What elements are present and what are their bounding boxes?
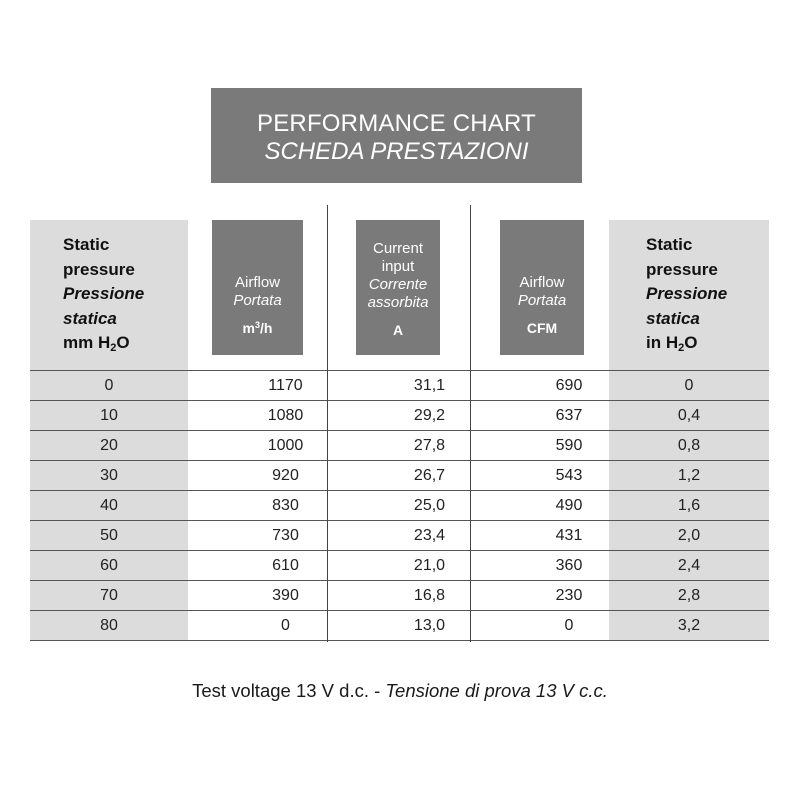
performance-table [30,370,769,641]
header-airflow-cfm [500,220,584,355]
cell-airflow-m3h: 1000 [267,436,304,454]
cell-static-in: 1,2 [609,461,769,490]
cell-airflow-m3h: 920 [272,466,299,484]
table-row [30,430,769,460]
header-label: Airflow [519,274,565,291]
header-label: pressure [646,259,718,279]
header-label: Static [63,235,110,254]
cell-static-in: 2,0 [609,521,769,550]
cell-airflow-m3h: 730 [272,526,299,544]
header-label-italian: statica [63,308,117,328]
header-static-pressure-in [609,220,769,370]
cell-airflow-cfm: 0 [564,616,574,634]
title-italian: SCHEDA PRESTAZIONI [264,138,529,165]
header-unit: mm $H_2O$ [63,333,130,354]
header-label: Static [646,235,693,254]
cell-airflow-cfm: 543 [555,466,583,484]
header-label-italian: Corrente [368,276,428,293]
footer-italian: Tensione di prova 13 V c.c. [385,680,608,701]
header-label: pressure [63,259,135,279]
column-divider [327,205,328,642]
cell-current: 13,0 [413,616,446,634]
cell-static-in: 0 [609,371,769,400]
table-row [30,460,769,490]
table-row [30,400,769,430]
table-row [30,370,769,400]
cell-static-mm: 50 [30,521,188,550]
header-label-italian: Portata [517,292,567,309]
title-english: PERFORMANCE CHART [257,110,536,137]
cell-static-in: 3,2 [609,611,769,640]
header-label: Current [372,240,424,257]
cell-current: 27,8 [413,436,446,454]
table-row [30,550,769,580]
cell-static-in: 0,4 [609,401,769,430]
header-label-italian: Portata [233,292,282,309]
cell-static-mm: 40 [30,491,188,520]
header-unit: A [392,322,404,338]
cell-static-mm: 80 [30,611,188,640]
cell-static-mm: 0 [30,371,188,400]
cell-current: 16,8 [413,586,446,604]
cell-static-in: 0,8 [609,431,769,460]
header-static-pressure-mm [30,220,188,370]
cell-static-mm: 70 [30,581,188,610]
cell-airflow-cfm: 590 [555,436,583,454]
title-banner [211,88,582,183]
cell-current: 26,7 [413,466,446,484]
table-row [30,610,769,641]
cell-current: 29,2 [413,406,446,424]
header-current-input [356,220,440,355]
cell-airflow-cfm: 230 [555,586,583,604]
cell-current: 25,0 [413,496,446,514]
cell-airflow-cfm: 431 [555,526,583,544]
header-label: input [381,258,415,275]
cell-static-in: 2,4 [609,551,769,580]
cell-static-mm: 20 [30,431,188,460]
cell-airflow-cfm: 690 [555,376,583,394]
cell-static-in: 1,6 [609,491,769,520]
header-unit: $m^3/h$ [242,320,273,336]
table-row [30,520,769,550]
cell-static-mm: 30 [30,461,188,490]
header-label-italian: Pressione [646,284,728,303]
cell-current: 31,1 [413,376,446,394]
cell-airflow-m3h: 0 [281,616,290,634]
header-unit: in $H_2O$ [646,333,698,354]
cell-airflow-m3h: 1170 [268,376,303,394]
cell-static-mm: 60 [30,551,188,580]
cell-airflow-m3h: 390 [272,586,299,604]
header-label-italian: statica [646,308,700,328]
cell-static-in: 2,8 [609,581,769,610]
cell-airflow-m3h: 830 [272,496,299,514]
header-label: Airflow [234,274,280,291]
header-airflow-m3h [212,220,303,355]
column-divider [470,205,471,642]
header-unit: CFM [526,320,558,336]
header-label-italian: Pressione [63,284,145,303]
cell-airflow-cfm: 637 [555,406,583,424]
table-row [30,580,769,610]
test-voltage-note [0,680,800,702]
cell-current: 21,0 [413,556,446,574]
footer-english: Test voltage 13 V d.c. - [192,680,386,701]
cell-current: 23,4 [413,526,446,544]
header-label-italian: assorbita [367,294,429,311]
cell-static-mm: 10 [30,401,188,430]
cell-airflow-cfm: 360 [555,556,583,574]
cell-airflow-m3h: 610 [272,556,299,574]
cell-airflow-cfm: 490 [555,496,583,514]
table-row [30,490,769,520]
cell-airflow-m3h: 1080 [267,406,304,424]
